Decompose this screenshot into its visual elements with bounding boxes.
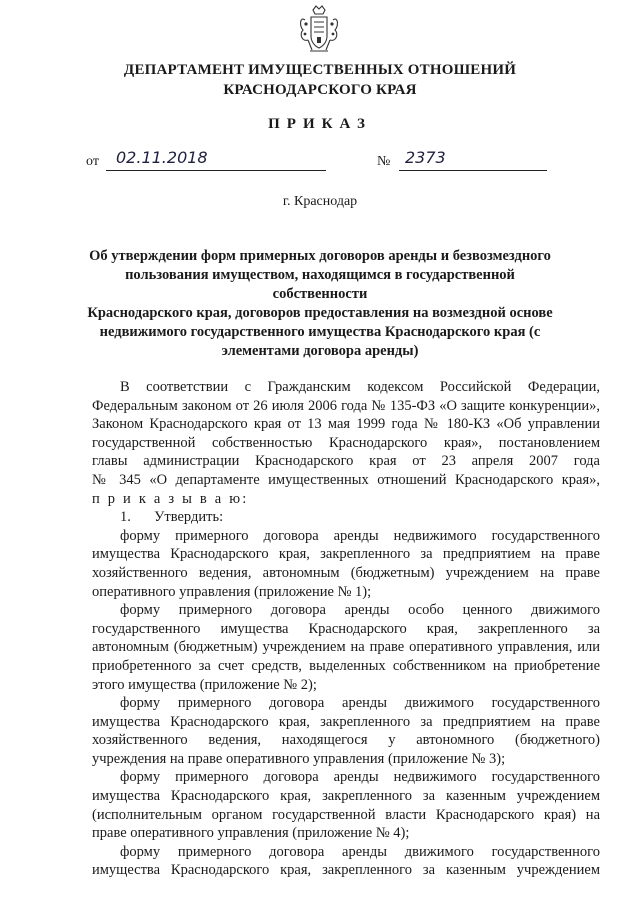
body-line: приобретенного за счет средств, выделенных собственником на приобретение — [92, 657, 600, 674]
body-line: хозяйственного ведения, автономным (бюджетным) учреждением на праве — [92, 564, 600, 581]
body-line: праве оперативного управления (приложение № 4); — [92, 825, 410, 842]
body-line: форму примерного договора аренды особо ценного движимого — [120, 602, 600, 619]
title-line: элементами договора аренды) — [221, 343, 419, 359]
title-line: недвижимого государственного имущества Краснодарского края (с — [99, 324, 541, 340]
form-paragraph-5 — [92, 843, 600, 880]
body-line: имущества Краснодарского края, закрепленного за предприятием на праве — [92, 713, 600, 730]
body-line: имущества Краснодарского края, закрепленного за предприятием на праве — [92, 546, 600, 563]
org-name-line2: КРАСНОДАРСКОГО КРАЯ — [223, 82, 417, 98]
number-value: 2373 — [405, 148, 446, 167]
body-line: автономным (бюджетным) учреждением на праве оперативного управления, или — [92, 639, 600, 656]
body-line: Законом Краснодарского края от 13 мая 1999 года № 180-КЗ «Об управлении — [92, 416, 600, 433]
item-text: Утвердить: — [154, 509, 224, 526]
title-line: Об утверждении форм примерных договоров аренды и безвозмездного — [89, 248, 551, 264]
body-line: учреждения на праве оперативного управления (приложение № 3); — [92, 750, 506, 767]
body-line: этого имущества (приложение № 2); — [92, 676, 317, 693]
date-prefix: от — [86, 154, 99, 169]
form-paragraph-4 — [92, 768, 600, 842]
form-paragraph-1 — [92, 527, 600, 601]
number-prefix: № — [377, 154, 391, 169]
body-line: форму примерного договора аренды недвижимого государственного — [120, 769, 600, 786]
body-line: государственного имущества Краснодарского края, закрепленного за — [92, 620, 600, 637]
date-underline — [106, 170, 326, 171]
body-line: № 345 «О департаменте имущественных отношений Краснодарского края», — [92, 471, 600, 488]
coat-of-arms-icon — [296, 4, 342, 56]
body-line: главы администрации Краснодарского края от 23 апреля 2007 года — [92, 453, 600, 470]
number-underline — [399, 170, 547, 171]
document-type: ПРИКАЗ — [268, 116, 372, 132]
body-line: государственной собственностью Краснодарского края», постановлением — [92, 434, 600, 451]
body-line: имущества Краснодарского края, закрепленного за казенным учреждением — [92, 862, 600, 879]
order-word: п р и к а з ы в а ю: — [92, 490, 249, 507]
body-line: имущества Краснодарского края, закрепленного за казенным учреждением — [92, 788, 600, 805]
date-value: 02.11.2018 — [116, 148, 208, 167]
city: г. Краснодар — [282, 194, 358, 209]
document-body — [92, 378, 600, 880]
preamble-paragraph — [92, 378, 600, 508]
body-line: форму примерного договора аренды движимого государственного — [120, 843, 600, 860]
title-line: пользования имуществом, находящимся в государственной собственности — [125, 267, 515, 302]
body-line: Федеральным законом от 26 июля 2006 года № 135-ФЗ «О защите конкуренции», — [92, 397, 600, 414]
title-line: Краснодарского края, договоров предоставления на возмездной основе — [87, 305, 553, 321]
body-line: форму примерного договора аренды движимого государственного — [120, 695, 600, 712]
item-1 — [92, 508, 600, 527]
body-line: хозяйственного ведения, находящегося у автономного (бюджетного) — [92, 732, 600, 749]
body-line: форму примерного договора аренды недвижимого государственного — [120, 527, 600, 544]
body-line: (исполнительным органом государственной власти Краснодарского края) на — [92, 806, 600, 823]
body-line: оперативного управления (приложение № 1); — [92, 583, 372, 600]
form-paragraph-2 — [92, 601, 600, 694]
item-number: 1. — [120, 509, 131, 526]
body-line: В соответствии с Гражданским кодексом Российской Федерации, — [120, 379, 600, 395]
document-title — [80, 247, 560, 361]
org-name-line1: ДЕПАРТАМЕНТ ИМУЩЕСТВЕННЫХ ОТНОШЕНИЙ — [123, 62, 517, 78]
form-paragraph-3 — [92, 694, 600, 768]
